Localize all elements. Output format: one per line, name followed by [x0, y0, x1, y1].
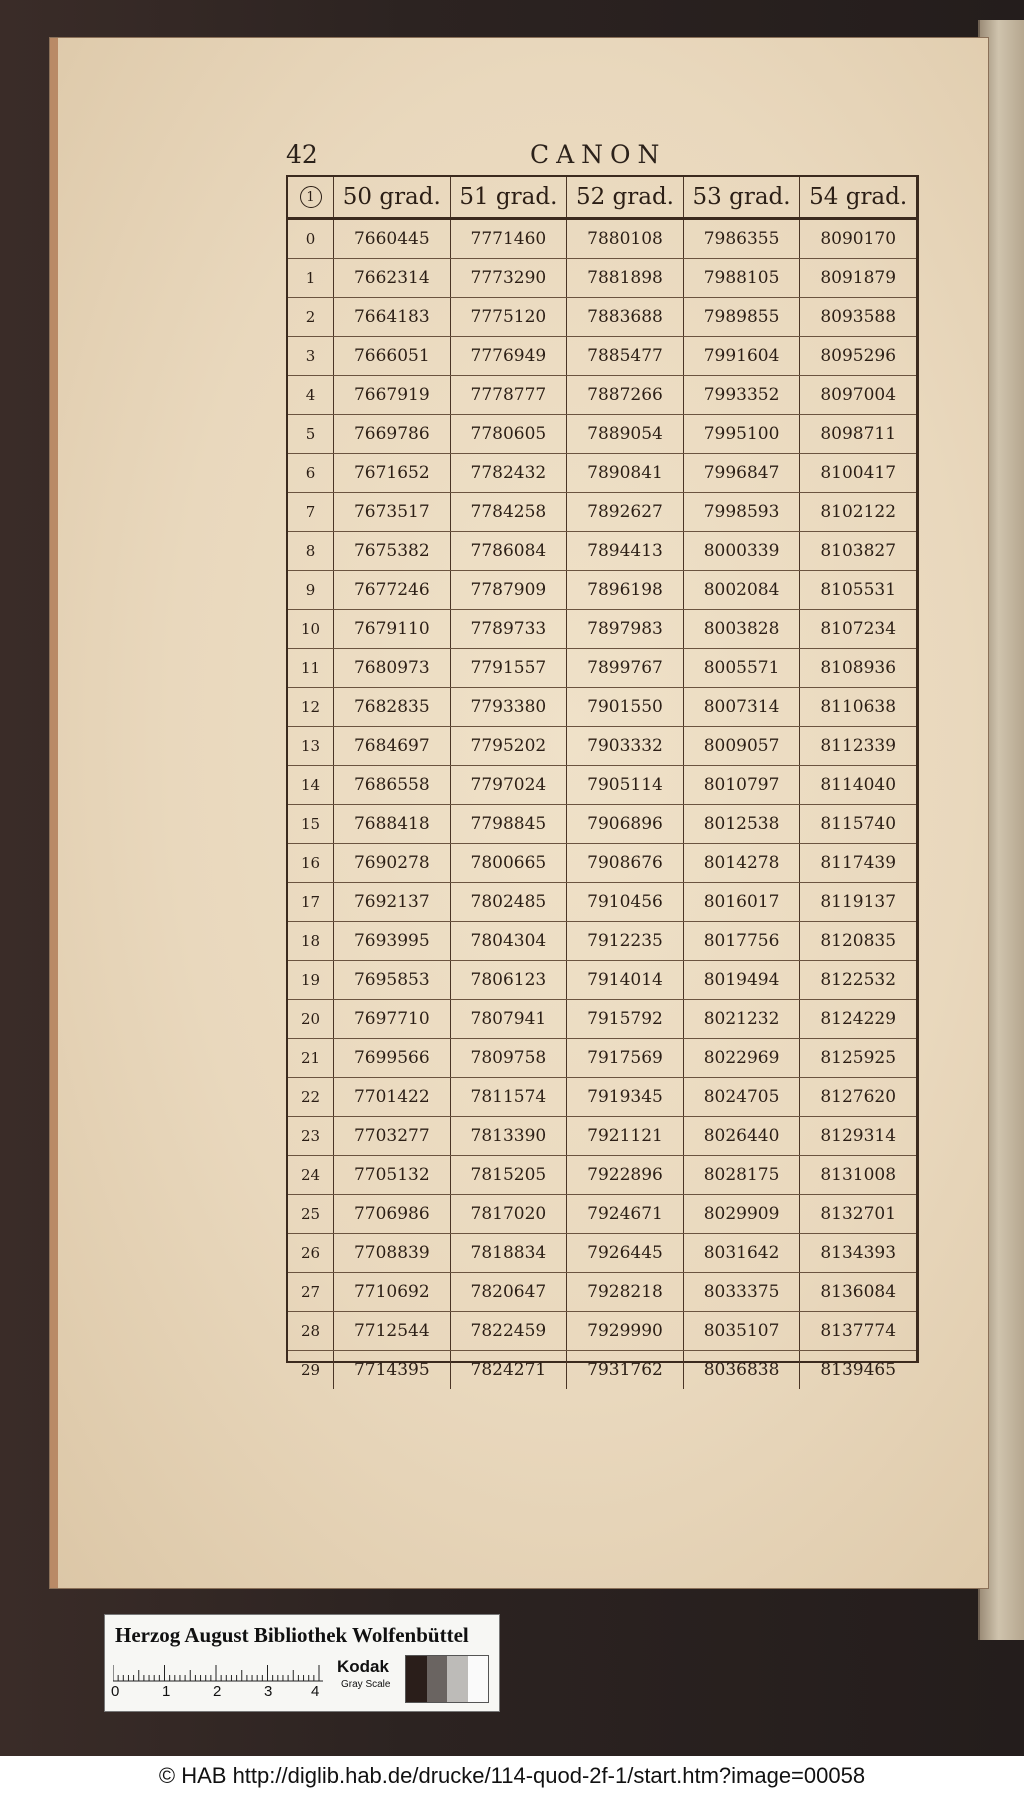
value-cell: 7784258	[451, 493, 568, 531]
table-row	[288, 1312, 916, 1351]
ruler-number: 0	[111, 1683, 120, 1700]
value-cell: 8098711	[820, 424, 897, 444]
value-cell: 8134393	[820, 1243, 897, 1263]
value-cell: 7903332	[567, 727, 684, 765]
value-cell: 7921121	[567, 1117, 684, 1155]
value-cell: 7817020	[451, 1195, 568, 1233]
value-cell: 8022969	[684, 1039, 801, 1077]
minute-cell: 12	[288, 688, 334, 726]
value-cell: 7995100	[684, 415, 801, 453]
value-cell: 8102122	[820, 502, 897, 522]
value-cell: 7809758	[451, 1039, 568, 1077]
value-cell: 7664183	[334, 298, 451, 336]
minute-cell: 18	[288, 922, 334, 960]
minute-cell: 16	[288, 844, 334, 882]
value-cell: 7705132	[334, 1156, 451, 1194]
value-cell: 7929990	[567, 1312, 684, 1350]
table-row	[288, 805, 916, 844]
value-cell: 8120835	[820, 931, 897, 951]
value-cell: 7797024	[451, 766, 568, 804]
value-cell: 8103827	[820, 541, 897, 561]
table-row	[288, 1351, 916, 1389]
table-row	[288, 922, 916, 961]
value-cell: 7901550	[567, 688, 684, 726]
value-cell: 7776949	[451, 337, 568, 375]
value-cell: 8131008	[820, 1165, 897, 1185]
value-cell: 7795202	[451, 727, 568, 765]
value-cell: 8136084	[820, 1282, 897, 1302]
value-cell: 7706986	[334, 1195, 451, 1233]
minute-cell: 7	[288, 493, 334, 531]
minute-cell: 27	[288, 1273, 334, 1311]
table-row	[288, 883, 916, 922]
value-cell: 7906896	[567, 805, 684, 843]
column-header: 51 grad.	[451, 177, 568, 217]
table-row	[288, 220, 916, 259]
value-cell: 7998593	[684, 493, 801, 531]
value-cell: 8129314	[820, 1126, 897, 1146]
value-cell: 8026440	[684, 1117, 801, 1155]
column-header: 53 grad.	[684, 177, 801, 217]
value-cell: 7701422	[334, 1078, 451, 1116]
value-cell: 7991604	[684, 337, 801, 375]
value-cell: 7782432	[451, 454, 568, 492]
value-cell: 7667919	[334, 376, 451, 414]
value-cell: 8107234	[820, 619, 897, 639]
value-cell: 7815205	[451, 1156, 568, 1194]
value-cell: 8127620	[820, 1087, 897, 1107]
value-cell: 8024705	[684, 1078, 801, 1116]
ruler-number: 2	[213, 1683, 222, 1700]
value-cell: 7677246	[334, 571, 451, 609]
value-cell: 8009057	[684, 727, 801, 765]
table-row	[288, 1039, 916, 1078]
table-row	[288, 610, 916, 649]
value-cell: 7771460	[451, 220, 568, 258]
value-cell: 7669786	[334, 415, 451, 453]
ruler-number: 4	[311, 1683, 320, 1700]
value-cell: 7710692	[334, 1273, 451, 1311]
column-header: 52 grad.	[567, 177, 684, 217]
value-cell: 7778777	[451, 376, 568, 414]
value-cell: 7910456	[567, 883, 684, 921]
value-cell: 7919345	[567, 1078, 684, 1116]
minute-symbol: 1	[300, 186, 322, 208]
value-cell: 8028175	[684, 1156, 801, 1194]
value-cell: 7917569	[567, 1039, 684, 1077]
value-cell: 7804304	[451, 922, 568, 960]
value-cell: 7881898	[567, 259, 684, 297]
value-cell: 7787909	[451, 571, 568, 609]
library-color-card	[104, 1614, 500, 1712]
value-cell: 8139465	[820, 1360, 897, 1380]
table-row	[288, 688, 916, 727]
value-cell: 8117439	[820, 853, 897, 873]
value-cell: 8108936	[820, 658, 897, 678]
table-row	[288, 1234, 916, 1273]
value-cell: 8007314	[684, 688, 801, 726]
table-row	[288, 1156, 916, 1195]
table-row	[288, 1000, 916, 1039]
minute-cell: 24	[288, 1156, 334, 1194]
value-cell: 8125925	[820, 1048, 897, 1068]
value-cell: 8017756	[684, 922, 801, 960]
table-row	[288, 415, 916, 454]
value-cell: 7989855	[684, 298, 801, 336]
table-row	[288, 1273, 916, 1312]
value-cell: 8005571	[684, 649, 801, 687]
value-cell: 7899767	[567, 649, 684, 687]
table-row	[288, 454, 916, 493]
value-cell: 7673517	[334, 493, 451, 531]
value-cell: 7896198	[567, 571, 684, 609]
table-row	[288, 727, 916, 766]
ruler-number: 1	[162, 1683, 171, 1700]
minute-cell: 19	[288, 961, 334, 999]
ruler-number: 3	[264, 1683, 273, 1700]
value-cell: 7703277	[334, 1117, 451, 1155]
value-cell: 8035107	[684, 1312, 801, 1350]
value-cell: 7692137	[334, 883, 451, 921]
ruler-scale	[113, 1659, 323, 1683]
table-row	[288, 493, 916, 532]
value-cell: 7993352	[684, 376, 801, 414]
minute-cell: 0	[288, 220, 334, 258]
value-cell: 7908676	[567, 844, 684, 882]
minute-cell: 21	[288, 1039, 334, 1077]
value-cell: 8033375	[684, 1273, 801, 1311]
minute-cell: 8	[288, 532, 334, 570]
table-row	[288, 766, 916, 805]
table-header-row	[288, 177, 916, 220]
value-cell: 8036838	[684, 1351, 801, 1389]
value-cell: 8014278	[684, 844, 801, 882]
value-cell: 7682835	[334, 688, 451, 726]
minute-cell: 5	[288, 415, 334, 453]
value-cell: 7800665	[451, 844, 568, 882]
value-cell: 7894413	[567, 532, 684, 570]
value-cell: 7684697	[334, 727, 451, 765]
minute-cell: 10	[288, 610, 334, 648]
table-row	[288, 571, 916, 610]
minute-cell: 2	[288, 298, 334, 336]
value-cell: 8124229	[820, 1009, 897, 1029]
value-cell: 7922896	[567, 1156, 684, 1194]
kodak-brand: Kodak	[337, 1657, 389, 1676]
value-cell: 8090170	[820, 229, 897, 249]
value-cell: 7811574	[451, 1078, 568, 1116]
value-cell: 8137774	[820, 1321, 897, 1341]
value-cell: 7897983	[567, 610, 684, 648]
table-row	[288, 259, 916, 298]
value-cell: 7885477	[567, 337, 684, 375]
value-cell: 8114040	[820, 775, 897, 795]
value-cell: 7924671	[567, 1195, 684, 1233]
value-cell: 7892627	[567, 493, 684, 531]
value-cell: 7688418	[334, 805, 451, 843]
value-cell: 7813390	[451, 1117, 568, 1155]
value-cell: 7890841	[567, 454, 684, 492]
value-cell: 7789733	[451, 610, 568, 648]
kodak-subtitle: Gray Scale	[341, 1679, 391, 1690]
minute-column-header	[288, 177, 334, 217]
table-row	[288, 298, 916, 337]
canon-table	[286, 175, 919, 1380]
table-row	[288, 376, 916, 415]
value-cell: 7680973	[334, 649, 451, 687]
footer-copyright: © HAB http://diglib.hab.de/drucke/114-quod-2f-1/start.htm?image=00058	[0, 1756, 1024, 1796]
value-cell: 7905114	[567, 766, 684, 804]
column-header: 54 grad.	[809, 184, 908, 210]
value-cell: 8132701	[820, 1204, 897, 1224]
value-cell: 7697710	[334, 1000, 451, 1038]
value-cell: 7928218	[567, 1273, 684, 1311]
value-cell: 7699566	[334, 1039, 451, 1077]
table-body	[288, 220, 916, 1389]
minute-cell: 22	[288, 1078, 334, 1116]
value-cell: 8095296	[820, 346, 897, 366]
value-cell: 7714395	[334, 1351, 451, 1389]
minute-cell: 6	[288, 454, 334, 492]
value-cell: 7820647	[451, 1273, 568, 1311]
value-cell: 7915792	[567, 1000, 684, 1038]
value-cell: 7806123	[451, 961, 568, 999]
page-number: 42	[286, 140, 318, 169]
table-row	[288, 532, 916, 571]
value-cell: 7807941	[451, 1000, 568, 1038]
value-cell: 7679110	[334, 610, 451, 648]
value-cell: 7662314	[334, 259, 451, 297]
running-head: CANON	[530, 140, 667, 169]
value-cell: 8021232	[684, 1000, 801, 1038]
table-row	[288, 961, 916, 1000]
value-cell: 7912235	[567, 922, 684, 960]
value-cell: 8093588	[820, 307, 897, 327]
value-cell: 7708839	[334, 1234, 451, 1272]
value-cell: 7798845	[451, 805, 568, 843]
value-cell: 7780605	[451, 415, 568, 453]
value-cell: 7671652	[334, 454, 451, 492]
minute-cell: 20	[288, 1000, 334, 1038]
value-cell: 7675382	[334, 532, 451, 570]
value-cell: 7695853	[334, 961, 451, 999]
value-cell: 7690278	[334, 844, 451, 882]
value-cell: 8091879	[820, 268, 897, 288]
value-cell: 7887266	[567, 376, 684, 414]
value-cell: 7824271	[451, 1351, 568, 1389]
value-cell: 8100417	[820, 463, 897, 483]
minute-cell: 26	[288, 1234, 334, 1272]
value-cell: 7712544	[334, 1312, 451, 1350]
value-cell: 8105531	[820, 580, 897, 600]
value-cell: 8112339	[820, 736, 897, 756]
value-cell: 7883688	[567, 298, 684, 336]
value-cell: 7880108	[567, 220, 684, 258]
value-cell: 8016017	[684, 883, 801, 921]
minute-cell: 25	[288, 1195, 334, 1233]
value-cell: 8119137	[820, 892, 897, 912]
value-cell: 8115740	[820, 814, 897, 834]
value-cell: 7988105	[684, 259, 801, 297]
value-cell: 7693995	[334, 922, 451, 960]
value-cell: 7931762	[567, 1351, 684, 1389]
minute-cell: 29	[288, 1351, 334, 1389]
value-cell: 8122532	[820, 970, 897, 990]
value-cell: 7822459	[451, 1312, 568, 1350]
minute-cell: 4	[288, 376, 334, 414]
value-cell: 8097004	[820, 385, 897, 405]
value-cell: 7786084	[451, 532, 568, 570]
value-cell: 7986355	[684, 220, 801, 258]
value-cell: 8010797	[684, 766, 801, 804]
value-cell: 7926445	[567, 1234, 684, 1272]
minute-cell: 23	[288, 1117, 334, 1155]
value-cell: 8003828	[684, 610, 801, 648]
minute-cell: 14	[288, 766, 334, 804]
minute-cell: 9	[288, 571, 334, 609]
minute-cell: 28	[288, 1312, 334, 1350]
minute-cell: 17	[288, 883, 334, 921]
value-cell: 8110638	[820, 697, 897, 717]
value-cell: 7818834	[451, 1234, 568, 1272]
value-cell: 7914014	[567, 961, 684, 999]
value-cell: 8012538	[684, 805, 801, 843]
value-cell: 7686558	[334, 766, 451, 804]
minute-cell: 13	[288, 727, 334, 765]
minute-cell: 15	[288, 805, 334, 843]
gray-scale-swatch	[405, 1655, 489, 1703]
table-row	[288, 1117, 916, 1156]
value-cell: 7666051	[334, 337, 451, 375]
value-cell: 8029909	[684, 1195, 801, 1233]
table-row	[288, 1078, 916, 1117]
table-row	[288, 844, 916, 883]
minute-cell: 1	[288, 259, 334, 297]
table-row	[288, 649, 916, 688]
library-name: Herzog August Bibliothek Wolfenbüttel	[115, 1623, 469, 1647]
value-cell: 7802485	[451, 883, 568, 921]
minute-cell: 11	[288, 649, 334, 687]
minute-cell: 3	[288, 337, 334, 375]
value-cell: 8002084	[684, 571, 801, 609]
value-cell: 7775120	[451, 298, 568, 336]
value-cell: 7791557	[451, 649, 568, 687]
value-cell: 8000339	[684, 532, 801, 570]
table-row	[288, 337, 916, 376]
value-cell: 7660445	[334, 220, 451, 258]
column-header: 50 grad.	[334, 177, 451, 217]
table-row	[288, 1195, 916, 1234]
value-cell: 7773290	[451, 259, 568, 297]
value-cell: 7889054	[567, 415, 684, 453]
value-cell: 7793380	[451, 688, 568, 726]
value-cell: 7996847	[684, 454, 801, 492]
value-cell: 8031642	[684, 1234, 801, 1272]
value-cell: 8019494	[684, 961, 801, 999]
